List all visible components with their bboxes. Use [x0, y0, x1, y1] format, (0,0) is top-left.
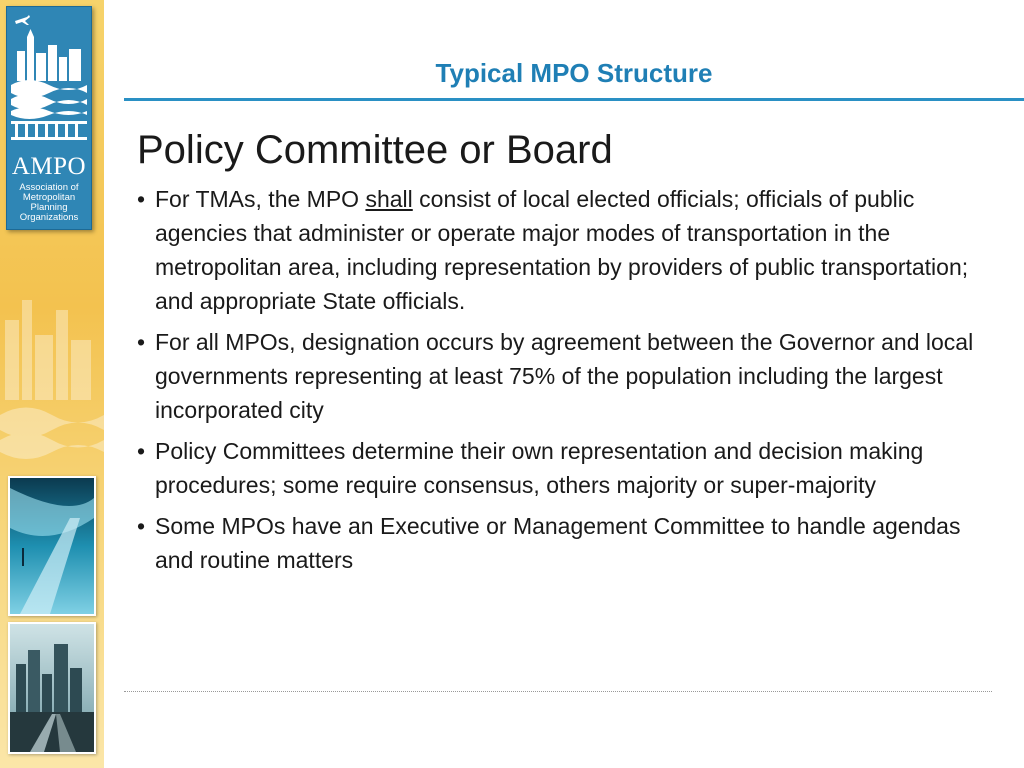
skyline-watermark [0, 240, 104, 470]
transit-tunnel-photo [8, 476, 96, 616]
left-decorative-band [0, 0, 104, 768]
logo-subtitle: Association of Metropolitan Planning Organizations [19, 182, 79, 223]
logo-wordmark: AMPO [11, 153, 87, 180]
bullet-item: • Some MPOs have an Executive or Management Committee to handle agendas and routine matters [137, 509, 997, 577]
bullet-list [137, 182, 997, 577]
city-waves-emblem [7, 7, 91, 147]
bullet-glyph: • [137, 513, 146, 539]
bullet-glyph: • [137, 329, 146, 355]
section-heading: Policy Committee or Board [137, 128, 613, 172]
bullet-item: • For TMAs, the MPO shall consist of local elected officials; officials of public agencies that administer or operate major modes of transportation in the metropolitan area, including representation by providers of public transportation; and appropriate State officials. [137, 182, 997, 318]
bullet-glyph: • [137, 438, 146, 464]
bullet-item: • Policy Committees determine their own representation and decision making procedures; some require consensus, others majority or super-majority [137, 434, 997, 502]
city-skyline-photo [8, 622, 96, 754]
ampo-logo [6, 6, 92, 230]
bullet-item: • For all MPOs, designation occurs by agreement between the Governor and local governments representing at least 75% of the population including the largest incorporated city [137, 325, 997, 427]
footer-dotted-rule [124, 691, 992, 692]
title-underline-rule [124, 98, 1024, 101]
bullet-glyph: • [137, 186, 146, 212]
emphasis-shall: shall [365, 186, 413, 212]
slide-content [137, 126, 997, 584]
slide-title: Typical MPO Structure [435, 58, 713, 88]
